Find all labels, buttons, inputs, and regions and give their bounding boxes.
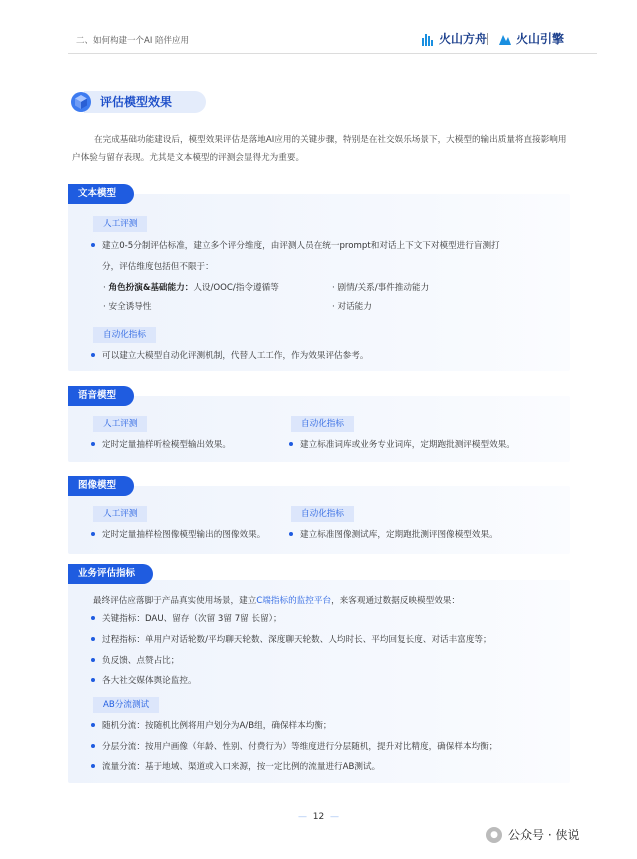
voice-auto-metrics-label: 自动化指标 <box>291 416 354 432</box>
business-bullet-4: 各大社交媒体舆论监控。 <box>91 672 197 690</box>
text-auto-metrics-label: 自动化指标 <box>93 327 156 343</box>
page-header <box>0 0 637 58</box>
text-manual-bullet-cont: 分，评估维度包括但不限于： <box>102 262 214 272</box>
ab-test-label: AB分流测试 <box>93 697 159 713</box>
business-intro: 最终评估应落脚于产品真实使用场景，建立C端指标的监控平台，来客观通过数据反映模型效果： <box>93 596 460 606</box>
ab-bullet-2: 分层分流：按用户画像（年龄、性别、付费行为）等维度进行分层随机，提升对比精度，确保样本均衡； <box>91 738 497 756</box>
text-model-label: 文本模型 <box>68 184 134 204</box>
cube-icon <box>70 91 92 113</box>
bullet-dot-icon <box>91 744 95 748</box>
image-manual-bullet: 定时定量抽样检图像模型输出的图像效果。 <box>91 526 265 544</box>
voice-manual-bullet: 定时定量抽样听检模型输出效果。 <box>91 436 231 454</box>
voice-auto-bullet: 建立标准词库或业务专业词库，定期跑批测评模型效果。 <box>289 436 515 454</box>
bullet-dot-icon <box>91 764 95 768</box>
bullet-dot-icon <box>91 243 95 247</box>
business-bullet-2: 过程指标：单用户对话轮数/平均聊天轮数、深度聊天轮数、人均时长、平均回复长度、对话丰富度等； <box>91 631 492 649</box>
business-metrics-label: 业务评估指标 <box>68 564 153 584</box>
eval-dimension-4: · 对话能力 <box>332 302 372 312</box>
bullet-dot-icon <box>289 532 293 536</box>
header-title: 二、如何构建一个AI 陪伴应用 <box>76 36 190 46</box>
text-manual-eval-label: 人工评测 <box>93 216 147 232</box>
section-intro: 在完成基础功能建设后，模型效果评估是落地AI应用的关键步骤，特别是在社交娱乐场景下，大模型的输出质量将直接影响用户体验与留存表现。尤其是文本模型的评测会显得尤为重要。 <box>72 135 567 163</box>
bullet-dot-icon <box>91 637 95 641</box>
ab-bullet-3: 流量分流：基于地域、渠道或入口来源，按一定比例的流量进行AB测试。 <box>91 758 380 776</box>
bullet-dot-icon <box>289 442 293 446</box>
text-manual-bullet: 建立0-5分制评估标准，建立多个评分维度，由评测人员在统一prompt和对话上下文下对模型进行盲测打 <box>91 237 561 255</box>
eval-dimension-2: · 剧情/关系/事件推动能力 <box>332 283 430 293</box>
volcano-engine-logo: 火山引擎 <box>498 30 564 47</box>
monitoring-platform-link: C端指标的监控平台 <box>256 596 332 606</box>
wechat-icon: ● <box>486 827 502 843</box>
bullet-dot-icon <box>91 658 95 662</box>
image-auto-metrics-label: 自动化指标 <box>291 506 354 522</box>
business-bullet-3: 负反馈、点赞占比； <box>91 652 179 670</box>
watermark: ● 公众号 · 侠说 <box>486 826 579 843</box>
bullet-dot-icon <box>91 353 95 357</box>
section-title <box>70 91 206 113</box>
image-model-label: 图像模型 <box>68 476 134 496</box>
image-auto-bullet: 建立标准图像测试库，定期跑批测评图像模型效果。 <box>289 526 498 544</box>
voice-model-label: 语音模型 <box>68 386 134 406</box>
eval-dimension-1: · 角色扮演&基础能力：人设/OOC/指令遵循等 <box>103 283 279 293</box>
volcano-ark-logo: 火山方舟 <box>421 30 487 47</box>
bullet-dot-icon <box>91 442 95 446</box>
bullet-dot-icon <box>91 723 95 727</box>
page-number: — 12 — <box>298 812 339 822</box>
voice-manual-eval-label: 人工评测 <box>93 416 147 432</box>
section-title-text: 评估模型效果 <box>84 91 206 113</box>
text-auto-bullet: 可以建立大模型自动化评测机制，代替人工工作，作为效果评估参考。 <box>91 347 368 365</box>
bullet-dot-icon <box>91 616 95 620</box>
eval-dimension-3: · 安全诱导性 <box>103 302 152 312</box>
logo-divider <box>487 33 488 45</box>
header-divider <box>68 53 597 54</box>
bullet-dot-icon <box>91 678 95 682</box>
bullet-dot-icon <box>91 532 95 536</box>
business-bullet-1: 关键指标：DAU、留存（次留 3留 7留 长留）； <box>91 610 282 628</box>
ab-bullet-1: 随机分流：按随机比例将用户划分为A/B组，确保样本均衡； <box>91 717 332 735</box>
ark-logo-icon <box>421 32 435 46</box>
image-manual-eval-label: 人工评测 <box>93 506 147 522</box>
engine-logo-icon <box>498 32 512 46</box>
